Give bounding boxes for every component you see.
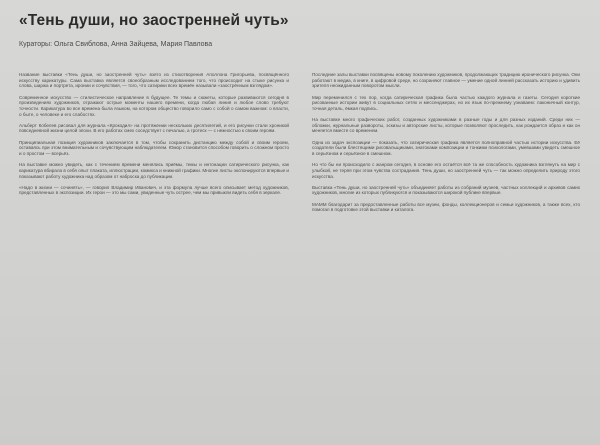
paragraph: На выставке много графических работ, созданных художниками в разные годы и для разных изданий. Среди них — обложки, журнальные развороты, эскизы и авторские листы, которые позволяют проследить, как рождается образ и как он меняется вместе со временем. — [312, 117, 580, 134]
paragraph: Современное искусство — стилистическое направление в будущее. Те темы и сюжеты, которые развиваются сегодня в произведениях художников, отражают острые моменты нашего времени, когда любая линия и любое слово требуют точности. Карикатура во все времена была языком, на котором общество говорило само с собой о самом важном: о власти, о быте, о человеке и его слабостях. — [19, 94, 289, 117]
paragraph: Последние залы выставки посвящены новому поколению художников, продолжающих традицию иронического рисунка. Они работают в медиа, в книге, в цифровой среде, но сохраняют главное — умение одной линией рассказать историю и удивить зрителя неожиданным поворотом мысли. — [312, 72, 580, 89]
exhibition-title: «Тень души, но заостренней чуть» — [19, 12, 289, 29]
paragraph: Принципиальная позиция художников заключается в том, чтобы сохранить дистанцию между собой и своим героем, оставаясь при этом внимательным и сочувствующим наблюдателем. Юмор становится способом говорить о сложном просто и о простом — всерьёз. — [19, 139, 289, 156]
paragraph: Выставка «Тень души, но заостренней чуть» объединяет работы из собраний музеев, частных коллекций и архивов самих художников, многие из которых публикуются и показываются широкой публике впервые. — [312, 184, 580, 196]
paragraph: «Надо в жизни — сочинять», — говорил Владимир Иванович, и эта формула лучше всего описывает метод художников, представленных в экспозиции. Их герои — это мы сами, увиденные чуть острее, чем мы привыкли видеть себя в зеркале. — [19, 184, 289, 196]
left-text-column — [19, 72, 289, 202]
right-text-column — [312, 72, 580, 219]
paragraph: Название выставки «Тень души, но заостренней чуть» взято из стихотворения Аполлона Григорьева, посвящённого искусству карикатуры. Сама выставка является своеобразным исследованием того, что происходит на стыке рисунка и слова, шаржа и портрета, иронии и сочувствия, — того, что сатирики всех времён называли «заострённым взглядом». — [19, 72, 289, 89]
curators-line: Кураторы: Ольга Свиблова, Анна Зайцева, Мария Павлова — [19, 41, 213, 48]
paragraph: Мир переменился с тех пор, когда сатирическая графика была частью каждого журнала и газеты. Сегодня короткие рисованные истории живут в социальных сетях и мессенджерах, но их язык по-прежнему узнаваем: лаконичный контур, точная деталь, ёмкая подпись. — [312, 94, 580, 111]
paragraph: Но что бы ни происходило с жанром сегодня, в основе его остаётся всё та же способность художника взглянуть на мир с улыбкой, не теряя при этом чувства сострадания. Тень души, но заостренней чуть — так можно определить природу этого искусства. — [312, 162, 580, 179]
paragraph: Альберт Кобелев рисовал для журнала «Крокодил» на протяжении нескольких десятилетий, и его рисунки стали хроникой повседневной жизни целой эпохи. В его работах смех соседствует с печалью, а гротеск — с нежностью к своим героям. — [19, 122, 289, 134]
paragraph: МАММ благодарит за предоставленные работы все музеи, фонды, коллекционеров и семьи художников, а также всех, кто помогал в подготовке этой выставки и каталога. — [312, 201, 580, 213]
paragraph: На выставке можно увидеть, как с течением времени менялись приёмы, темы и интонации сатирического рисунка, как карикатура вбирала в себя опыт плаката, иллюстрации, комикса и книжной графики. Многие листы экспонируются впервые и показывают работу художника над образом от наброска до публикации. — [19, 162, 289, 179]
paragraph: Одна из задач экспозиции — показать, что сатирическая графика является полноправной частью истории искусства. Её создатели были блестящими рисовальщиками, знатоками композиции и тонкими психологами, умевшими увидеть смешное в серьёзном и серьёзное в смешном. — [312, 139, 580, 156]
